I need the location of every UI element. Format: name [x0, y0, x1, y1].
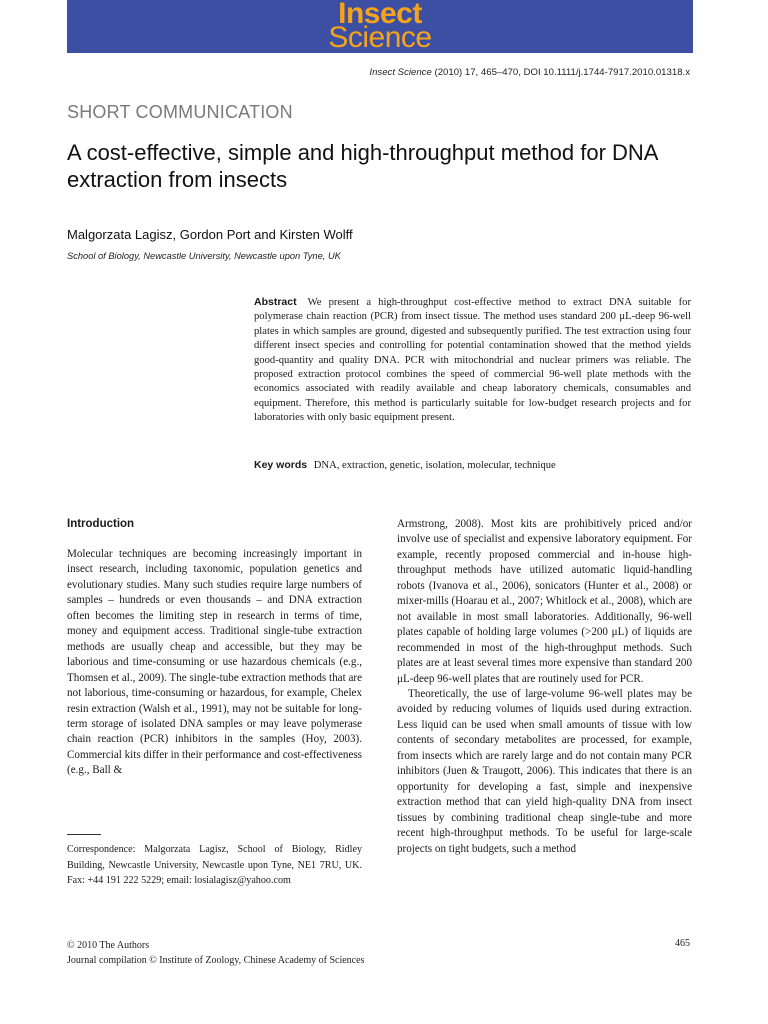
- abstract-text: We present a high-throughput cost-effective method to extract DNA suitable for polymerase chain reaction (PCR) from insect tissue. The method uses standard 200 μL-deep 96-well plates in which samples are ground, digested and subsequently purified. The test extraction using four different insect species and controlling for potential contamination showed that the method yields good-quantity and quality DNA. PCR with mitochondrial and nuclear primers was reliable. The proposed extraction protocol combines the speed of commercial 96-well plate methods with the economics associated with readily available and cheap laboratory chemicals, consumables and equipment. Therefore, this method is particularly suitable for low-budget research projects and for laboratories with only basic equipment present.: [254, 297, 691, 424]
- logo-word-science: Science: [328, 21, 432, 54]
- correspondence-note: Correspondence: Malgorzata Lagisz, School of Biology, Ridley Building, Newcastle University, Newcastle upon Tyne, NE1 7RU, UK. Fax: +44 191 222 5229; email: losialagisz@yahoo.com: [67, 844, 362, 887]
- body-column-left: [67, 547, 362, 779]
- citation-details: (2010) 17, 465–470, DOI 10.1111/j.1744-7917.2010.01318.x: [431, 67, 690, 78]
- journal-logo: [67, 0, 693, 54]
- journal-citation: [369, 67, 690, 78]
- abstract: [254, 295, 691, 426]
- body-paragraph: Theoretically, the use of large-volume 96-well plates may be avoided by reducing volumes of liquids used during extraction. Less liquid can be used when small amounts of tissue with low contents of secondary metabolites are processed, for example, from insects which are rarely large and do not contain many PCR inhibitors (Juen & Traugott, 2006). This indicates that there is an opportunity for developing a fast, simple and inexpensive extraction method that can yield high-quality DNA from insect tissues by combining traditional cheap single-tube and more recent high-throughput methods. To be useful for large-scale projects on tight budgets, such a method: [397, 687, 692, 855]
- page-number: 465: [675, 938, 690, 949]
- keywords-text: DNA, extraction, genetic, isolation, molecular, technique: [313, 460, 556, 471]
- body-paragraph: Armstrong, 2008). Most kits are prohibitively priced and/or involve use of specialist and expensive laboratory equipment. For example, recently proposed commercial and in-house high-throughput methods have utilized automatic liquid-handling robots (Ivanova et al., 2006), sonicators (Hunter et al., 2008) or mixer-mills (Hoarau et al., 2007; Whitlock et al., 2008), which are not available in most small laboratories. Additionally, 96-well plates capable of holding large volumes (>200 μL) of liquids are recommended in most of the high-throughput methods. Such plates are at least several times more expensive than standard 200 μL-deep 96-well plates that are routinely used for PCR.: [397, 518, 692, 685]
- author-affiliation: School of Biology, Newcastle University, Newcastle upon Tyne, UK: [67, 251, 341, 261]
- article-title: A cost-effective, simple and high-throughput method for DNA extraction from insects: [67, 140, 658, 192]
- keywords: [254, 458, 691, 473]
- logo-word-insect: Insect: [338, 0, 422, 30]
- page-footer: [67, 938, 364, 968]
- section-label: SHORT COMMUNICATION: [67, 102, 293, 122]
- abstract-label: Abstract: [254, 296, 297, 308]
- author-list: Malgorzata Lagisz, Gordon Port and Kirsten Wolff: [67, 227, 353, 242]
- journal-banner: [67, 0, 693, 53]
- journal-compilation-line: Journal compilation © Institute of Zoology, Chinese Academy of Sciences: [67, 955, 365, 966]
- body-paragraph: Molecular techniques are becoming increasingly important in insect research, including taxonomic, population genetics and evolutionary studies. Many such studies require large numbers of samples – hundreds or even thousands – and DNA extraction often becomes the limiting step in research in terms of time, money and equipment access. Traditional single-tube extraction methods are usually cheap and accessible, but they may be laborious and time-consuming or use hazardous chemicals (e.g., Thomsen et al., 2009). The single-tube extraction methods that are not laborious, time-consuming or hazardous, for example, Chelex resin extraction (Walsh et al., 1991), may not be suitable for long-term storage of isolated DNA samples or may leave polymerase chain reaction (PCR) inhibitors in the samples (Hoy, 2003). Commercial kits differ in their performance and cost-effectiveness (e.g., Ball &: [67, 548, 363, 777]
- citation-journal-name: Insect Science: [369, 67, 432, 78]
- body-column-right: [397, 517, 692, 857]
- introduction-heading: Introduction: [67, 518, 135, 530]
- keywords-label: Key words: [254, 459, 308, 471]
- footnote-divider: [67, 834, 101, 835]
- copyright-line: © 2010 The Authors: [67, 940, 150, 951]
